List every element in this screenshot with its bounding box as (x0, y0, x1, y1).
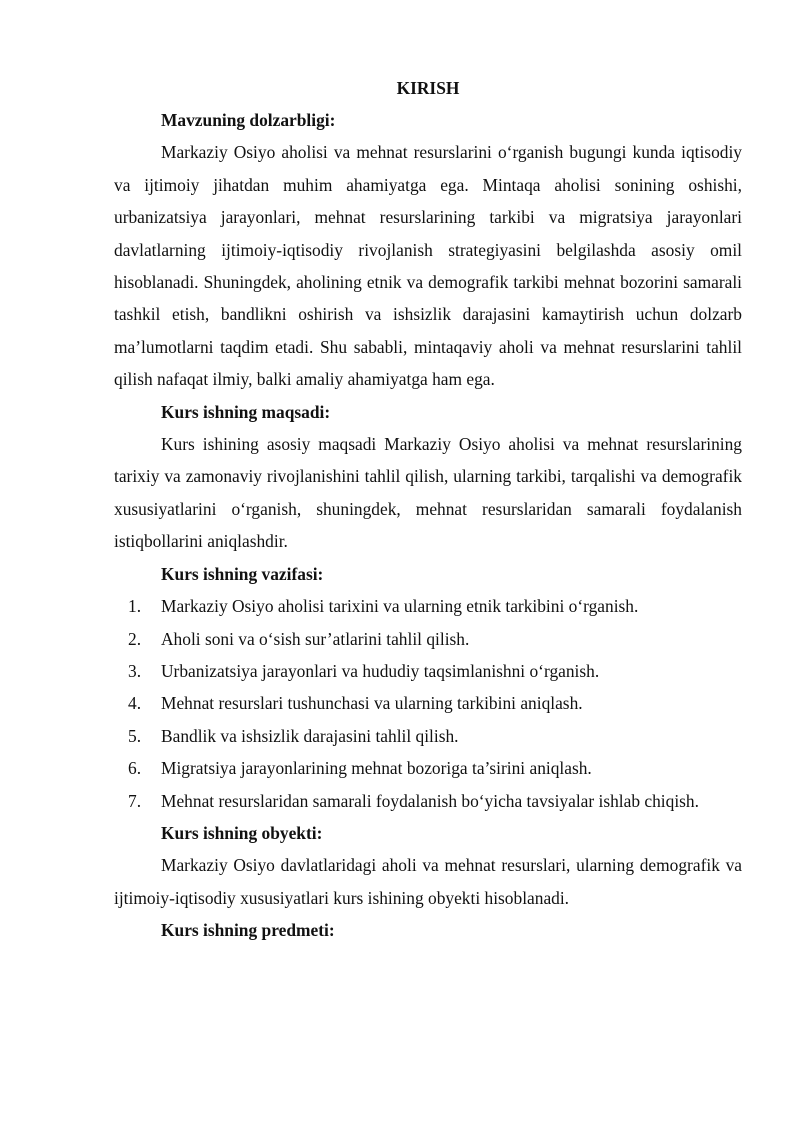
list-item (114, 785, 742, 817)
list-item (114, 720, 742, 752)
goal-heading: Kurs ishning maqsadi: (161, 401, 331, 422)
list-item-number: 2. (128, 628, 142, 649)
list-item-number: 1. (128, 596, 142, 617)
document-page (114, 72, 742, 947)
tasks-list (114, 590, 742, 817)
object-paragraph: Markaziy Osiyo davlatlaridagi aholi va mehnat resurslari, ularning demografik va ijtimoiy-iqtisodiy xususiyatlari kurs ishining obyekti hisoblanadi. (114, 855, 742, 908)
list-item-text: Mehnat resurslaridan samarali foydalanish bo‘yicha tavsiyalar ishlab chiqish. (161, 790, 699, 811)
object-heading: Kurs ishning obyekti: (161, 822, 323, 843)
relevance-heading: Mavzuning dolzarbligi: (161, 110, 336, 130)
list-item-text: Urbanizatsiya jarayonlari va hududiy taqsimlanishni o‘rganish. (161, 660, 600, 681)
goal-paragraph: Kurs ishining asosiy maqsadi Markaziy Osiyo aholisi va mehnat resurslarining tarixiy va zamonaviy rivojlanishini tahlil qilish, ularning tarkibi, tarqalishi va demografik xususiyatlarini o‘rganish, shuningdek, mehnat resurslaridan samarali foydalanish istiqbollarini aniqlashdir. (114, 434, 742, 552)
list-item (114, 687, 742, 719)
list-item-text: Markaziy Osiyo aholisi tarixini va ularning etnik tarkibini o‘rganish. (161, 596, 639, 617)
list-item-number: 5. (128, 725, 142, 746)
list-item-text: Bandlik va ishsizlik darajasini tahlil qilish. (161, 725, 459, 746)
page-title: KIRISH (396, 78, 460, 98)
list-item-number: 6. (128, 758, 142, 779)
list-item-number: 3. (128, 660, 142, 681)
list-item-text: Migratsiya jarayonlarining mehnat bozoriga ta’sirini aniqlash. (161, 758, 592, 779)
list-item-text: Aholi soni va o‘sish sur’atlarini tahlil qilish. (161, 628, 470, 649)
list-item (114, 655, 742, 687)
list-item (114, 623, 742, 655)
list-item-text: Mehnat resurslari tushunchasi va ularning tarkibini aniqlash. (161, 693, 583, 714)
list-item (114, 590, 742, 622)
list-item (114, 752, 742, 784)
tasks-heading: Kurs ishning vazifasi: (161, 563, 324, 584)
list-item-number: 4. (128, 693, 142, 714)
list-item-number: 7. (128, 790, 142, 811)
subject-heading: Kurs ishning predmeti: (161, 920, 335, 941)
relevance-paragraph: Markaziy Osiyo aholisi va mehnat resurslarini o‘rganish bugungi kunda iqtisodiy va ijtimoiy jihatdan muhim ahamiyatga ega. Mintaqa aholisi sonining oshishi, urbanizatsiya jarayonlari, mehnat resurslarining tarkibi va migratsiya jarayonlari davlatlarning ijtimoiy-iqtisodiy rivojlanish strategiyasini belgilashda asosiy omil hisoblanadi. Shuningdek, aholining etnik va demografik tarkibi mehnat bozorini samarali tashkil etish, bandlikni oshirish va ishsizlik darajasini kamaytirish uchun dolzarb ma’lumotlarni taqdim etadi. Shu sababli, mintaqaviy aholi va mehnat resurslarini tahlil qilish nafaqat ilmiy, balki amaliy ahamiyatga ham ega. (114, 142, 742, 390)
